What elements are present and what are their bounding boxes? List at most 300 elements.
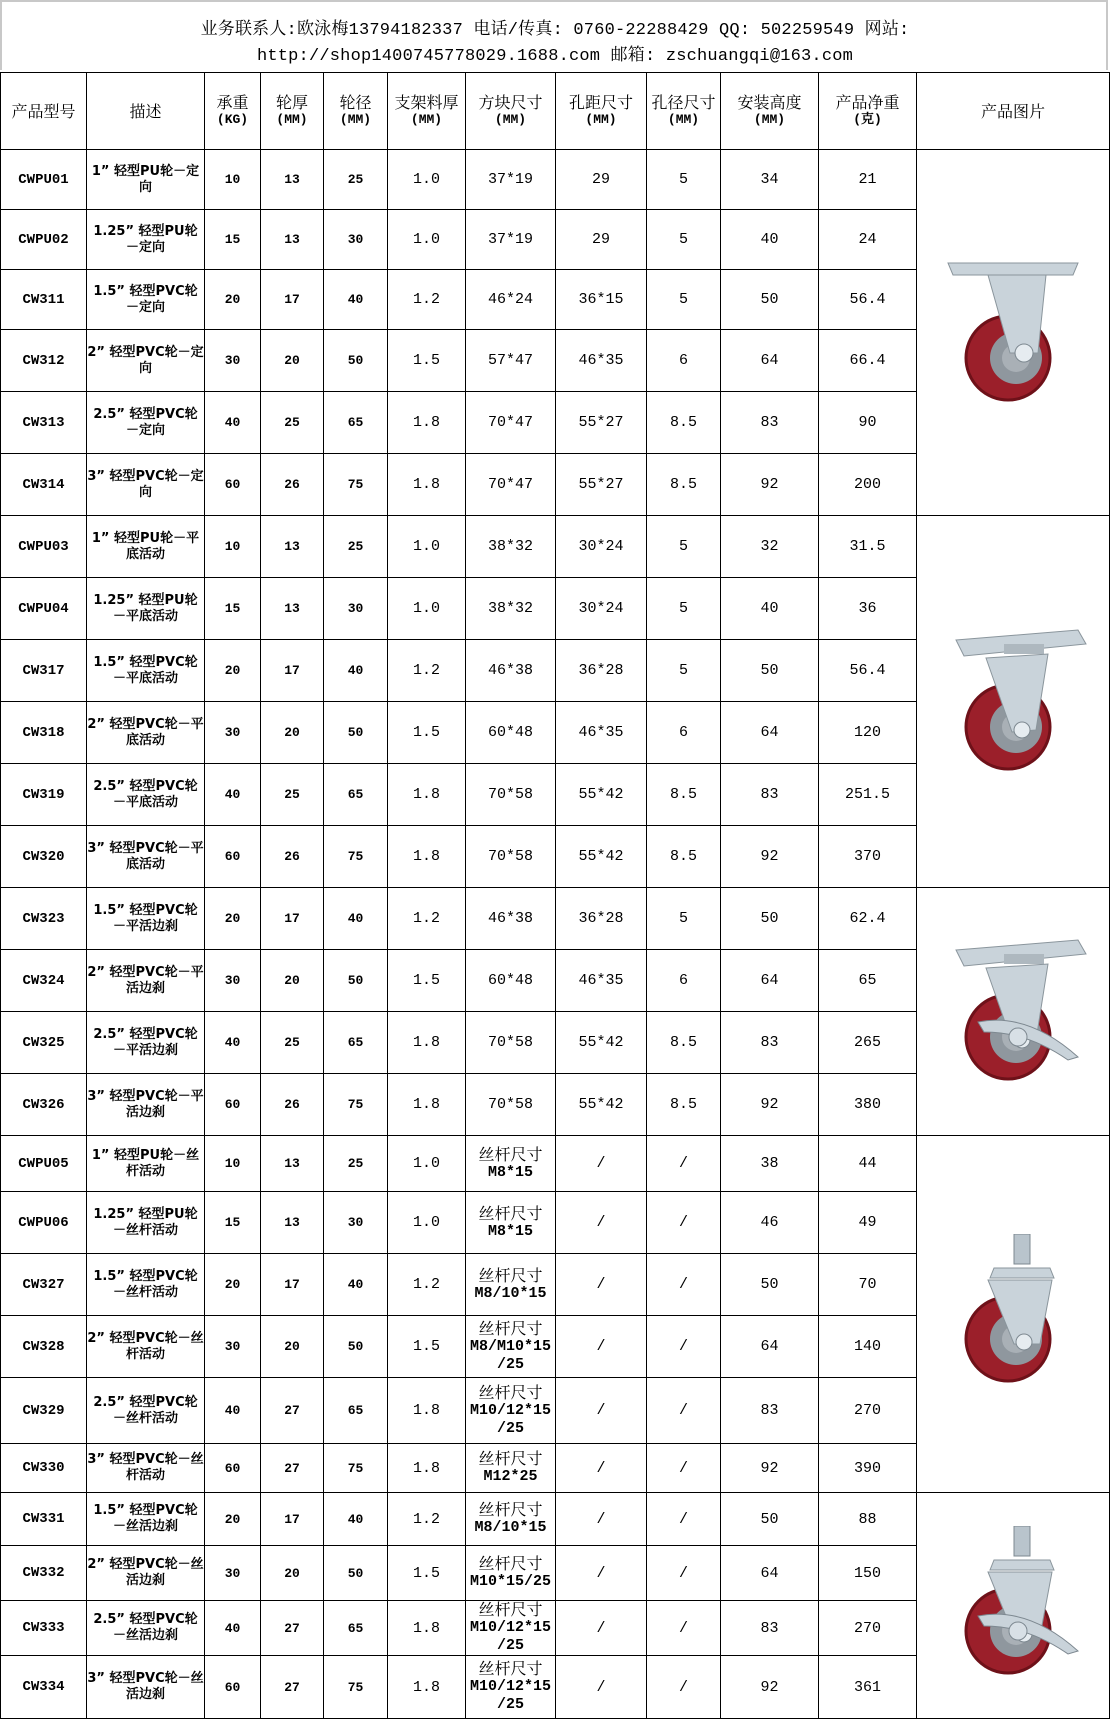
screw-size-label: 丝杆尺寸: [478, 1382, 543, 1402]
load-cell: 40: [205, 392, 261, 454]
wheel-thickness-cell: 20: [261, 1316, 324, 1378]
net-weight-cell: 90: [819, 392, 917, 454]
wheel-thickness-cell: 13: [261, 516, 324, 578]
screw-size-value: M10/12*15 /25: [469, 1401, 551, 1437]
model-cell: CW317: [1, 640, 87, 702]
description-cell: 1” 轻型PU轮－平底活动: [87, 516, 205, 578]
plate-size-cell: 46*24: [466, 270, 556, 330]
wheel-diameter-cell: 75: [324, 454, 388, 516]
col-model-header: [1, 73, 87, 150]
screw-size-label: 丝杆尺寸: [478, 1554, 543, 1573]
column-unit: (MM): [585, 112, 617, 127]
bracket-thickness-cell: 1.8: [388, 1074, 466, 1136]
fixed-caster-icon: [917, 253, 1109, 413]
product-image-cell: [917, 516, 1110, 888]
bracket-thickness-cell: 1.5: [388, 702, 466, 764]
mount-height-cell: 64: [721, 702, 819, 764]
net-weight-cell: 265: [819, 1012, 917, 1074]
plate-size-cell: 46*38: [466, 888, 556, 950]
hole-spacing-cell: 36*28: [556, 888, 647, 950]
wheel-thickness-cell: 27: [261, 1444, 324, 1493]
bracket-thickness-cell: 1.8: [388, 1378, 466, 1444]
plate-size-cell: [466, 1192, 556, 1254]
description-cell: 1” 轻型PU轮－丝杆活动: [87, 1136, 205, 1192]
model-cell: CW329: [1, 1378, 87, 1444]
hole-spacing-cell: /: [556, 1254, 647, 1316]
mount-height-cell: 64: [721, 1316, 819, 1378]
description-cell: 2” 轻型PVC轮－平底活动: [87, 702, 205, 764]
plate-size-cell: 70*58: [466, 1074, 556, 1136]
hole-diameter-cell: /: [647, 1546, 721, 1601]
plate-size-cell: 70*47: [466, 454, 556, 516]
wheel-diameter-cell: 65: [324, 1601, 388, 1656]
hole-diameter-cell: 8.5: [647, 826, 721, 888]
screw-size-label: 丝杆尺寸: [478, 1265, 543, 1285]
screw-size-label: 丝杆尺寸: [478, 1500, 543, 1519]
screw-size-value: M8*15: [487, 1163, 533, 1181]
net-weight-cell: 88: [819, 1493, 917, 1546]
net-weight-cell: 361: [819, 1656, 917, 1719]
mount-height-cell: 50: [721, 1493, 819, 1546]
col-bracket-thickness-header: [388, 73, 466, 150]
net-weight-cell: 380: [819, 1074, 917, 1136]
hole-diameter-cell: 5: [647, 578, 721, 640]
mount-height-cell: 92: [721, 454, 819, 516]
net-weight-cell: 270: [819, 1601, 917, 1656]
table-row: [1, 888, 1110, 950]
column-unit: (MM): [276, 112, 308, 127]
wheel-diameter-cell: 30: [324, 1192, 388, 1254]
col-hole-diameter-header: [647, 73, 721, 150]
hole-spacing-cell: /: [556, 1493, 647, 1546]
plate-size-cell: 70*47: [466, 392, 556, 454]
model-cell: CWPU02: [1, 210, 87, 270]
model-cell: CW333: [1, 1601, 87, 1656]
bracket-thickness-cell: 1.2: [388, 1254, 466, 1316]
plate-size-cell: 38*32: [466, 578, 556, 640]
wheel-diameter-cell: 40: [324, 1254, 388, 1316]
column-label: 孔径尺寸: [651, 93, 716, 112]
load-cell: 15: [205, 210, 261, 270]
net-weight-cell: 21: [819, 150, 917, 210]
wheel-thickness-cell: 13: [261, 1192, 324, 1254]
hole-spacing-cell: 55*42: [556, 1074, 647, 1136]
plate-size-cell: 60*48: [466, 950, 556, 1012]
column-unit: (KG): [216, 112, 249, 127]
model-cell: CW312: [1, 330, 87, 392]
hole-diameter-cell: 8.5: [647, 454, 721, 516]
column-label: 描述: [129, 101, 162, 121]
wheel-thickness-cell: 25: [261, 764, 324, 826]
hole-spacing-cell: /: [556, 1378, 647, 1444]
description-cell: 1.25” 轻型PU轮－定向: [87, 210, 205, 270]
description-cell: 3” 轻型PVC轮－定向: [87, 454, 205, 516]
load-cell: 15: [205, 578, 261, 640]
plate-size-cell: 70*58: [466, 764, 556, 826]
wheel-thickness-cell: 13: [261, 150, 324, 210]
load-cell: 30: [205, 330, 261, 392]
plate-size-cell: [466, 1378, 556, 1444]
net-weight-cell: 370: [819, 826, 917, 888]
hole-diameter-cell: 5: [647, 210, 721, 270]
wheel-thickness-cell: 13: [261, 210, 324, 270]
hole-spacing-cell: /: [556, 1444, 647, 1493]
hole-spacing-cell: 29: [556, 150, 647, 210]
hole-spacing-cell: 55*27: [556, 454, 647, 516]
description-cell: 3” 轻型PVC轮－丝杆活动: [87, 1444, 205, 1493]
model-cell: CW326: [1, 1074, 87, 1136]
net-weight-cell: 24: [819, 210, 917, 270]
contact-line-2: http://shop1400745778029.1688.com 邮箱: zschuangqi@163.com: [256, 47, 854, 66]
screw-size-label: 丝杆尺寸: [478, 1144, 543, 1164]
hole-spacing-cell: 46*35: [556, 330, 647, 392]
wheel-thickness-cell: 17: [261, 270, 324, 330]
load-cell: 30: [205, 1316, 261, 1378]
product-image-cell: [917, 888, 1110, 1136]
hole-diameter-cell: 6: [647, 330, 721, 392]
net-weight-cell: 251.5: [819, 764, 917, 826]
plate-size-cell: 37*19: [466, 150, 556, 210]
hole-spacing-cell: 36*28: [556, 640, 647, 702]
hole-diameter-cell: /: [647, 1254, 721, 1316]
description-cell: 1.5” 轻型PVC轮－丝杆活动: [87, 1254, 205, 1316]
column-label: 支架料厚: [394, 93, 459, 112]
screw-size-value: M8/10*15: [474, 1284, 547, 1302]
description-cell: 3” 轻型PVC轮－平底活动: [87, 826, 205, 888]
col-hole-spacing-header: [556, 73, 647, 150]
plate-size-cell: [466, 1656, 556, 1719]
model-cell: CWPU04: [1, 578, 87, 640]
description-cell: 1.5” 轻型PVC轮－平底活动: [87, 640, 205, 702]
mount-height-cell: 83: [721, 764, 819, 826]
wheel-thickness-cell: 17: [261, 888, 324, 950]
wheel-diameter-cell: 30: [324, 210, 388, 270]
threaded-stem-caster-icon: [917, 1234, 1109, 1394]
col-mount-height-header: [721, 73, 819, 150]
plate-size-cell: [466, 1493, 556, 1546]
column-label: 产品净重: [835, 93, 900, 112]
load-cell: 10: [205, 1136, 261, 1192]
mount-height-cell: 83: [721, 1601, 819, 1656]
plate-size-cell: [466, 1316, 556, 1378]
wheel-diameter-cell: 50: [324, 702, 388, 764]
model-cell: CW323: [1, 888, 87, 950]
load-cell: 60: [205, 1074, 261, 1136]
product-image-cell: [917, 150, 1110, 516]
plate-size-cell: [466, 1546, 556, 1601]
plate-size-cell: 70*58: [466, 826, 556, 888]
hole-diameter-cell: 5: [647, 270, 721, 330]
description-cell: 1.5” 轻型PVC轮－定向: [87, 270, 205, 330]
plate-size-cell: [466, 1601, 556, 1656]
description-cell: 1.25” 轻型PU轮－平底活动: [87, 578, 205, 640]
product-image-cell: [917, 1493, 1110, 1719]
wheel-thickness-cell: 17: [261, 640, 324, 702]
col-wheel-thickness-header: [261, 73, 324, 150]
column-label: 轮径: [339, 93, 372, 112]
mount-height-cell: 83: [721, 1378, 819, 1444]
hole-spacing-cell: /: [556, 1136, 647, 1192]
load-cell: 20: [205, 1254, 261, 1316]
wheel-thickness-cell: 27: [261, 1601, 324, 1656]
load-cell: 60: [205, 454, 261, 516]
hole-spacing-cell: 46*35: [556, 950, 647, 1012]
net-weight-cell: 140: [819, 1316, 917, 1378]
plate-size-cell: 70*58: [466, 1012, 556, 1074]
wheel-thickness-cell: 27: [261, 1378, 324, 1444]
bracket-thickness-cell: 1.2: [388, 1493, 466, 1546]
column-label: 轮厚: [275, 93, 308, 112]
hole-diameter-cell: 6: [647, 950, 721, 1012]
wheel-thickness-cell: 20: [261, 950, 324, 1012]
wheel-thickness-cell: 17: [261, 1493, 324, 1546]
load-cell: 30: [205, 950, 261, 1012]
wheel-diameter-cell: 75: [324, 1444, 388, 1493]
bracket-thickness-cell: 1.0: [388, 578, 466, 640]
net-weight-cell: 270: [819, 1378, 917, 1444]
bracket-thickness-cell: 1.8: [388, 1656, 466, 1719]
bracket-thickness-cell: 1.8: [388, 1444, 466, 1493]
net-weight-cell: 62.4: [819, 888, 917, 950]
column-unit: (MM): [494, 112, 527, 127]
net-weight-cell: 150: [819, 1546, 917, 1601]
mount-height-cell: 50: [721, 888, 819, 950]
hole-spacing-cell: 46*35: [556, 702, 647, 764]
hole-spacing-cell: 55*42: [556, 1012, 647, 1074]
col-net-weight-header: [819, 73, 917, 150]
bracket-thickness-cell: 1.8: [388, 1012, 466, 1074]
col-load-header: [205, 73, 261, 150]
hole-diameter-cell: /: [647, 1493, 721, 1546]
bracket-thickness-cell: 1.0: [388, 516, 466, 578]
table-row: [1, 150, 1110, 210]
table-row: [1, 516, 1110, 578]
col-wheel-diameter-header: [324, 73, 388, 150]
hole-spacing-cell: 55*42: [556, 764, 647, 826]
plate-size-cell: [466, 1254, 556, 1316]
column-unit: (MM): [667, 112, 700, 127]
mount-height-cell: 64: [721, 1546, 819, 1601]
threaded-stem-brake-caster-icon: [917, 1526, 1109, 1686]
wheel-diameter-cell: 75: [324, 1656, 388, 1719]
description-cell: 3” 轻型PVC轮－丝活边刹: [87, 1656, 205, 1719]
mount-height-cell: 38: [721, 1136, 819, 1192]
mount-height-cell: 64: [721, 950, 819, 1012]
wheel-thickness-cell: 25: [261, 392, 324, 454]
hole-diameter-cell: 8.5: [647, 1074, 721, 1136]
column-unit: (MM): [410, 112, 443, 127]
column-label: 安装高度: [737, 93, 802, 112]
wheel-thickness-cell: 27: [261, 1656, 324, 1719]
wheel-diameter-cell: 30: [324, 578, 388, 640]
net-weight-cell: 70: [819, 1254, 917, 1316]
net-weight-cell: 66.4: [819, 330, 917, 392]
hole-diameter-cell: /: [647, 1316, 721, 1378]
screw-size-value: M8/10*15: [474, 1519, 547, 1536]
model-cell: CW314: [1, 454, 87, 516]
wheel-diameter-cell: 25: [324, 516, 388, 578]
description-cell: 3” 轻型PVC轮－平活边刹: [87, 1074, 205, 1136]
hole-diameter-cell: /: [647, 1656, 721, 1719]
hole-spacing-cell: /: [556, 1192, 647, 1254]
wheel-diameter-cell: 65: [324, 764, 388, 826]
bracket-thickness-cell: 1.8: [388, 826, 466, 888]
screw-size-label: 丝杆尺寸: [478, 1659, 543, 1678]
mount-height-cell: 40: [721, 210, 819, 270]
load-cell: 40: [205, 1378, 261, 1444]
hole-diameter-cell: /: [647, 1378, 721, 1444]
hole-spacing-cell: 30*24: [556, 516, 647, 578]
hole-diameter-cell: /: [647, 1444, 721, 1493]
bracket-thickness-cell: 1.5: [388, 330, 466, 392]
bracket-thickness-cell: 1.8: [388, 392, 466, 454]
load-cell: 20: [205, 640, 261, 702]
hole-spacing-cell: 55*42: [556, 826, 647, 888]
mount-height-cell: 92: [721, 1444, 819, 1493]
hole-spacing-cell: /: [556, 1656, 647, 1719]
load-cell: 60: [205, 1444, 261, 1493]
model-cell: CW311: [1, 270, 87, 330]
wheel-diameter-cell: 50: [324, 950, 388, 1012]
column-label: 产品型号: [11, 101, 76, 121]
plate-size-cell: [466, 1444, 556, 1493]
model-cell: CW319: [1, 764, 87, 826]
hole-diameter-cell: /: [647, 1192, 721, 1254]
swivel-plate-brake-caster-icon: [917, 932, 1109, 1092]
wheel-diameter-cell: 65: [324, 1378, 388, 1444]
model-cell: CW320: [1, 826, 87, 888]
wheel-diameter-cell: 75: [324, 826, 388, 888]
bracket-thickness-cell: 1.0: [388, 1136, 466, 1192]
mount-height-cell: 92: [721, 1074, 819, 1136]
wheel-diameter-cell: 75: [324, 1074, 388, 1136]
screw-size-label: 丝杆尺寸: [478, 1318, 543, 1338]
model-cell: CW331: [1, 1493, 87, 1546]
bracket-thickness-cell: 1.0: [388, 150, 466, 210]
hole-diameter-cell: 5: [647, 150, 721, 210]
column-label: 方块尺寸: [478, 93, 543, 112]
column-unit: (克): [853, 112, 882, 127]
col-plate-size-header: [466, 73, 556, 150]
mount-height-cell: 32: [721, 516, 819, 578]
screw-size-value: M8/M10*15 /25: [469, 1337, 551, 1373]
hole-diameter-cell: 8.5: [647, 1012, 721, 1074]
hole-diameter-cell: 8.5: [647, 764, 721, 826]
column-unit: (MM): [339, 112, 372, 127]
net-weight-cell: 31.5: [819, 516, 917, 578]
net-weight-cell: 56.4: [819, 640, 917, 702]
product-spec-table: [0, 72, 1110, 1719]
screw-size-value: M12*25: [483, 1468, 538, 1485]
wheel-diameter-cell: 40: [324, 888, 388, 950]
plate-size-cell: 60*48: [466, 702, 556, 764]
hole-diameter-cell: 5: [647, 516, 721, 578]
load-cell: 30: [205, 1546, 261, 1601]
screw-size-value: M10*15/25: [469, 1573, 551, 1590]
description-cell: 2” 轻型PVC轮－平活边刹: [87, 950, 205, 1012]
col-desc-header: [87, 73, 205, 150]
table-header-row: [1, 73, 1110, 150]
description-cell: 2.5” 轻型PVC轮－丝杆活动: [87, 1378, 205, 1444]
col-product-image-header: [917, 73, 1110, 150]
screw-size-label: 丝杆尺寸: [478, 1600, 543, 1619]
load-cell: 20: [205, 888, 261, 950]
screw-size-label: 丝杆尺寸: [478, 1449, 543, 1468]
bracket-thickness-cell: 1.2: [388, 270, 466, 330]
plate-size-cell: 38*32: [466, 516, 556, 578]
description-cell: 2.5” 轻型PVC轮－平活边刹: [87, 1012, 205, 1074]
model-cell: CW334: [1, 1656, 87, 1719]
hole-diameter-cell: /: [647, 1136, 721, 1192]
mount-height-cell: 40: [721, 578, 819, 640]
bracket-thickness-cell: 1.0: [388, 1192, 466, 1254]
net-weight-cell: 56.4: [819, 270, 917, 330]
bracket-thickness-cell: 1.8: [388, 454, 466, 516]
contact-line-1: 业务联系人:欧泳梅13794182337 电话/传真: 0760-22288429 QQ: 502259549 网站:: [200, 21, 910, 40]
mount-height-cell: 83: [721, 392, 819, 454]
swivel-plate-caster-icon: [917, 622, 1109, 782]
mount-height-cell: 50: [721, 640, 819, 702]
wheel-diameter-cell: 40: [324, 1493, 388, 1546]
screw-size-value: M10/12*15 /25: [469, 1678, 551, 1713]
description-cell: 1.5” 轻型PVC轮－丝活边刹: [87, 1493, 205, 1546]
load-cell: 40: [205, 1012, 261, 1074]
net-weight-cell: 120: [819, 702, 917, 764]
bracket-thickness-cell: 1.5: [388, 1546, 466, 1601]
load-cell: 10: [205, 516, 261, 578]
mount-height-cell: 64: [721, 330, 819, 392]
wheel-thickness-cell: 20: [261, 1546, 324, 1601]
model-cell: CW324: [1, 950, 87, 1012]
model-cell: CW313: [1, 392, 87, 454]
load-cell: 40: [205, 764, 261, 826]
wheel-thickness-cell: 20: [261, 330, 324, 392]
hole-diameter-cell: 6: [647, 702, 721, 764]
model-cell: CW328: [1, 1316, 87, 1378]
plate-size-cell: 46*38: [466, 640, 556, 702]
hole-spacing-cell: 36*15: [556, 270, 647, 330]
net-weight-cell: 44: [819, 1136, 917, 1192]
description-cell: 2” 轻型PVC轮－丝活边刹: [87, 1546, 205, 1601]
bracket-thickness-cell: 1.5: [388, 1316, 466, 1378]
hole-spacing-cell: 30*24: [556, 578, 647, 640]
hole-diameter-cell: /: [647, 1601, 721, 1656]
table-row: [1, 1493, 1110, 1546]
wheel-thickness-cell: 25: [261, 1012, 324, 1074]
hole-spacing-cell: /: [556, 1316, 647, 1378]
wheel-thickness-cell: 13: [261, 578, 324, 640]
screw-size-value: M10/12*15 /25: [469, 1619, 551, 1654]
column-label: 承重: [216, 93, 249, 112]
wheel-thickness-cell: 13: [261, 1136, 324, 1192]
description-cell: 2.5” 轻型PVC轮－平底活动: [87, 764, 205, 826]
model-cell: CW325: [1, 1012, 87, 1074]
plate-size-cell: 57*47: [466, 330, 556, 392]
bracket-thickness-cell: 1.0: [388, 210, 466, 270]
load-cell: 30: [205, 702, 261, 764]
description-cell: 2” 轻型PVC轮－丝杆活动: [87, 1316, 205, 1378]
hole-diameter-cell: 5: [647, 888, 721, 950]
hole-diameter-cell: 8.5: [647, 392, 721, 454]
screw-size-value: M8*15: [487, 1222, 533, 1240]
wheel-thickness-cell: 17: [261, 1254, 324, 1316]
load-cell: 20: [205, 270, 261, 330]
plate-size-cell: [466, 1136, 556, 1192]
load-cell: 10: [205, 150, 261, 210]
table-row: [1, 1136, 1110, 1192]
description-cell: 1.25” 轻型PU轮－丝杆活动: [87, 1192, 205, 1254]
model-cell: CW318: [1, 702, 87, 764]
